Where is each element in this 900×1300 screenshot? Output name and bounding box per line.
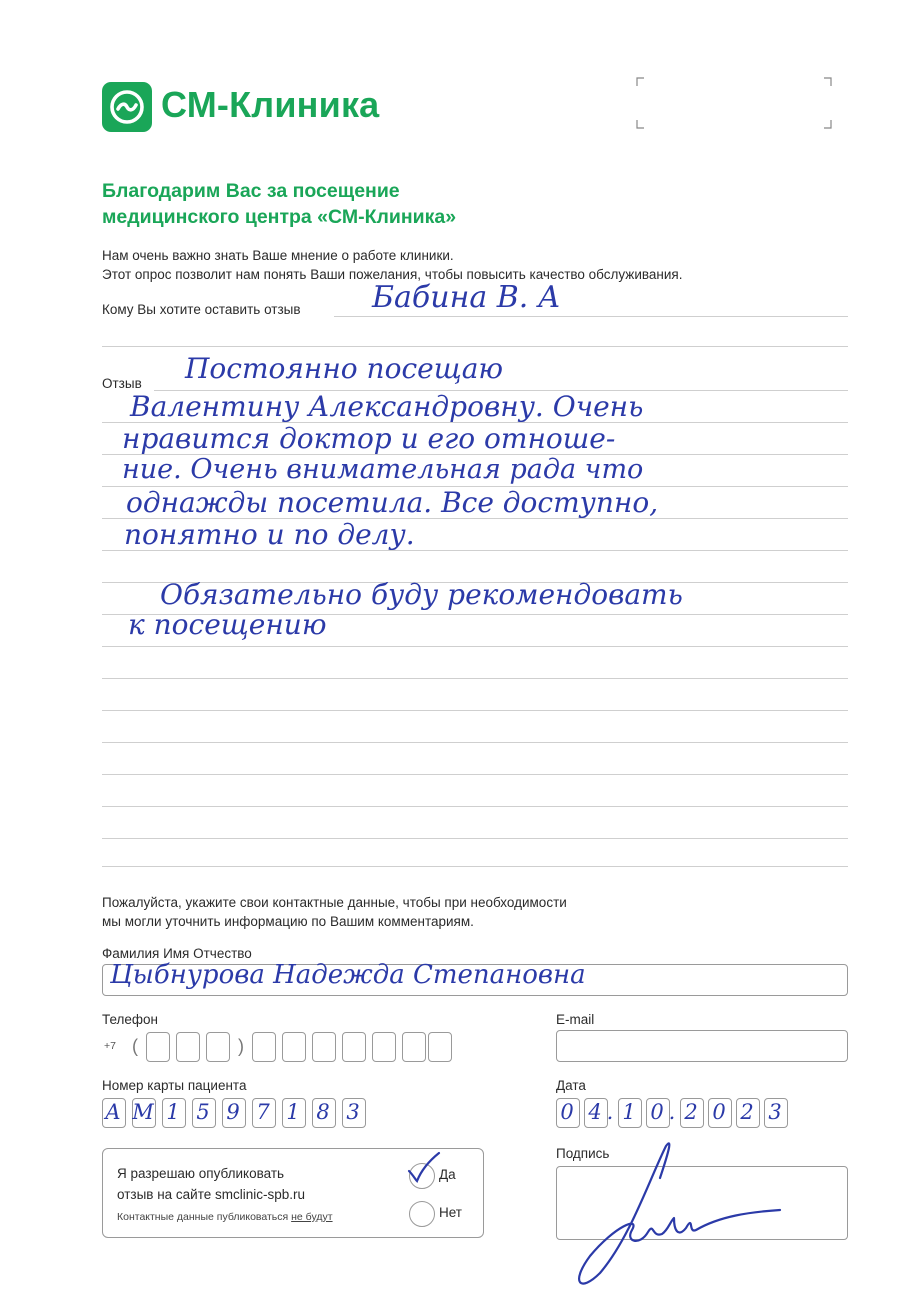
- recipient-label: Кому Вы хотите оставить отзыв: [102, 302, 301, 317]
- card-label: Номер карты пациента: [102, 1078, 247, 1093]
- date-char: 0: [560, 1100, 574, 1124]
- date-char: 0: [712, 1100, 726, 1124]
- phone-cell[interactable]: [252, 1032, 276, 1062]
- date-separator: .: [668, 1100, 676, 1124]
- consent-note-text: Контактные данные публиковаться: [117, 1211, 292, 1223]
- fio-value: Цыбнурова Надежда Степановна: [110, 960, 586, 990]
- recipient-field[interactable]: Бабина В. А: [372, 280, 561, 315]
- consent-no-label: Нет: [439, 1205, 462, 1220]
- rule: [102, 742, 848, 743]
- intro-line-1: Нам очень важно знать Ваше мнение о работе клиники.: [102, 248, 454, 263]
- rule: [102, 678, 848, 679]
- rule: [102, 774, 848, 775]
- card-field[interactable]: [102, 1098, 372, 1128]
- email-label: E-mail: [556, 1012, 595, 1027]
- rule: [102, 806, 848, 807]
- consent-yes-label: Да: [439, 1167, 456, 1182]
- infinity-logo-icon: [102, 82, 152, 132]
- phone-cell[interactable]: [402, 1032, 426, 1062]
- card-char: А: [105, 1100, 121, 1124]
- phone-cell[interactable]: [372, 1032, 396, 1062]
- card-char: М: [132, 1100, 154, 1124]
- email-field[interactable]: [556, 1030, 848, 1062]
- intro-text: [102, 246, 682, 284]
- review-label: Отзыв: [102, 376, 142, 391]
- card-char: 1: [166, 1100, 180, 1124]
- date-char: 3: [768, 1100, 782, 1124]
- publish-consent-box: [102, 1148, 484, 1238]
- date-field[interactable]: [556, 1098, 808, 1128]
- phone-prefix: +7: [104, 1040, 116, 1052]
- card-char: 1: [286, 1100, 300, 1124]
- brand-name: СМ-Клиника: [161, 84, 380, 125]
- intro-line-2: Этот опрос позволит нам понять Ваши пожелания, чтобы повысить качество обслуживания.: [102, 267, 683, 282]
- handwritten-signature: [570, 1138, 790, 1298]
- rule: [102, 710, 848, 711]
- phone-open-paren: (: [132, 1036, 138, 1056]
- date-char: 1: [622, 1100, 636, 1124]
- rule: [102, 346, 848, 347]
- phone-cell[interactable]: [428, 1032, 452, 1062]
- consent-text: [117, 1163, 305, 1205]
- date-label: Дата: [556, 1078, 586, 1093]
- phone-cell[interactable]: [146, 1032, 170, 1062]
- review-line[interactable]: Постоянно посещаю: [185, 352, 504, 385]
- date-char: 2: [740, 1100, 754, 1124]
- review-line[interactable]: Обязательно буду рекомендовать: [160, 578, 683, 611]
- phone-cell[interactable]: [312, 1032, 336, 1062]
- review-line[interactable]: нравится доктор и его отноше-: [122, 422, 616, 455]
- date-char: 0: [650, 1100, 664, 1124]
- consent-line-2: отзыв на сайте smclinic-spb.ru: [117, 1187, 306, 1202]
- phone-field[interactable]: [102, 1032, 452, 1062]
- brand-logo: [102, 82, 152, 132]
- rule: [102, 866, 848, 867]
- date-char: 4: [588, 1100, 602, 1124]
- contact-note-line-1: Пожалуйста, укажите свои контактные данные, чтобы при необходимости: [102, 895, 567, 910]
- rule: [102, 646, 848, 647]
- checkmark-icon: [403, 1151, 443, 1187]
- stamp-area: [636, 76, 832, 130]
- recipient-line: [334, 316, 848, 317]
- review-line[interactable]: Валентину Александровну. Очень: [130, 390, 644, 423]
- phone-cell[interactable]: [176, 1032, 200, 1062]
- signature-label: Подпись: [556, 1146, 610, 1161]
- phone-cell[interactable]: [206, 1032, 230, 1062]
- title-line-1: Благодарим Вас за посещение: [102, 180, 400, 202]
- card-char: 8: [316, 1100, 330, 1124]
- consent-no-radio[interactable]: [409, 1201, 435, 1227]
- review-line[interactable]: ние. Очень внимательная рада что: [122, 454, 644, 485]
- card-char: 9: [226, 1100, 240, 1124]
- title-line-2: медицинского центра «СМ-Клиника»: [102, 206, 457, 228]
- card-char: 5: [196, 1100, 210, 1124]
- review-line[interactable]: к посещению: [128, 608, 327, 641]
- review-line[interactable]: понятно и по делу.: [124, 518, 415, 551]
- card-char: 7: [256, 1100, 270, 1124]
- consent-note-emphasis: не будут: [291, 1211, 333, 1223]
- page-title: [102, 178, 456, 230]
- consent-line-1: Я разрешаю опубликовать: [117, 1166, 285, 1181]
- phone-label: Телефон: [102, 1012, 159, 1027]
- rule: [102, 838, 848, 839]
- date-separator: .: [606, 1100, 614, 1124]
- phone-close-paren: ): [238, 1036, 244, 1056]
- fio-label: Фамилия Имя Отчество: [102, 946, 252, 961]
- phone-cell[interactable]: [282, 1032, 306, 1062]
- contact-note-line-2: мы могли уточнить информацию по Вашим комментариям.: [102, 914, 474, 929]
- consent-note: [117, 1211, 333, 1223]
- card-char: 3: [346, 1100, 360, 1124]
- contact-note: [102, 893, 567, 931]
- phone-cell[interactable]: [342, 1032, 366, 1062]
- review-line[interactable]: однажды посетила. Все доступно,: [126, 486, 659, 519]
- date-char: 2: [684, 1100, 698, 1124]
